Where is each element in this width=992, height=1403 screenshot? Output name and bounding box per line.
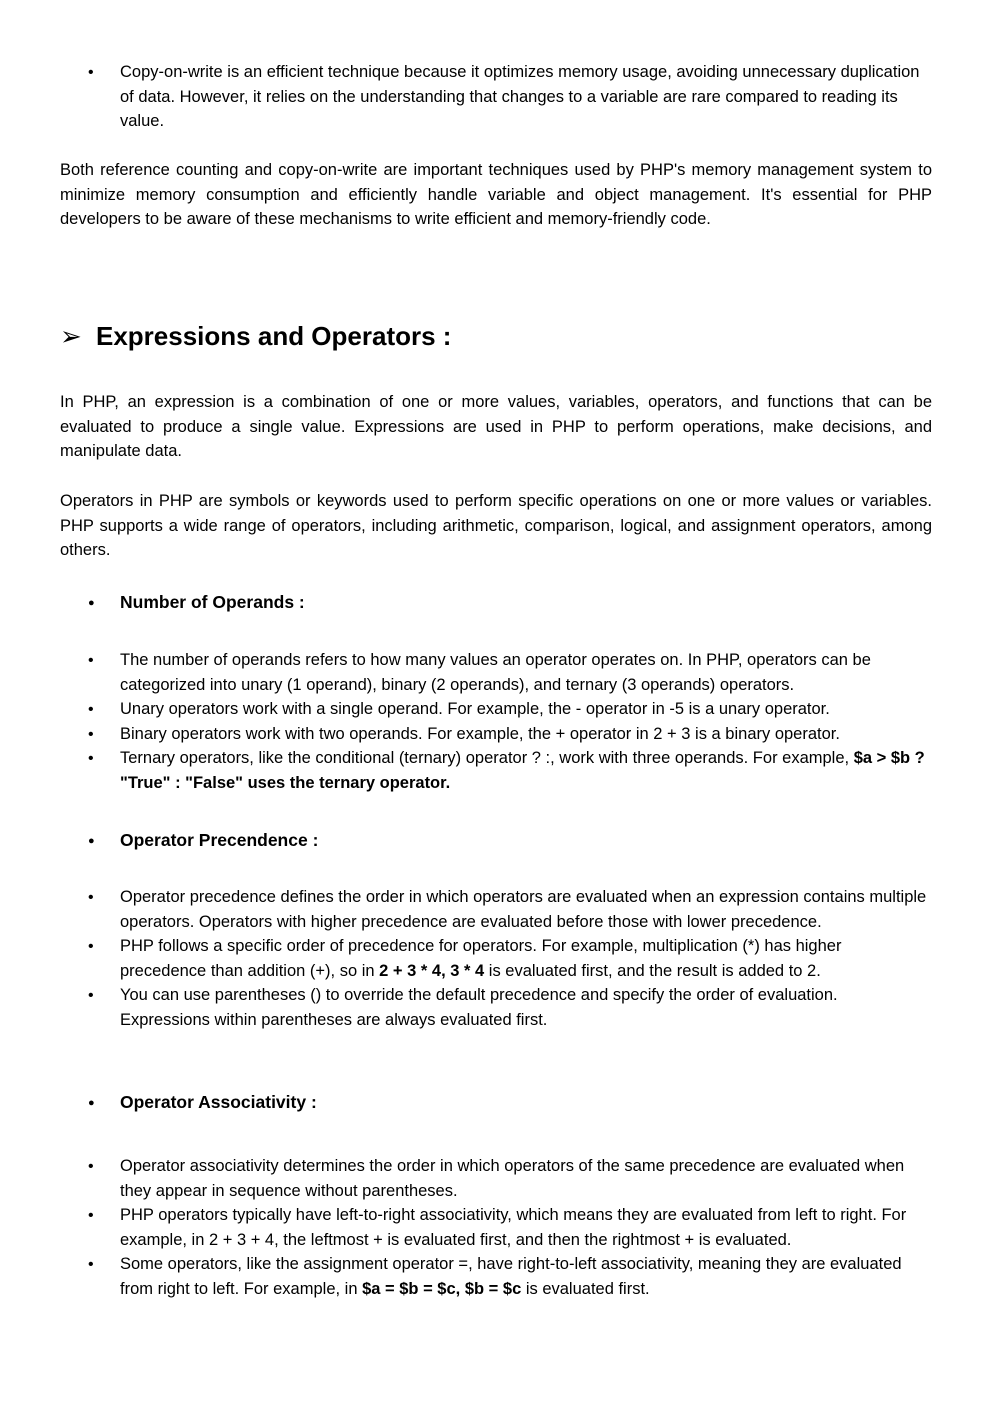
intro-bullet-text: Copy-on-write is an efficient technique because it optimizes memory usage, avoiding unnecessary duplication of data. However, it relies on the understanding that changes to a variable are rare compared to reading its value. xyxy=(120,63,920,130)
bullet-icon xyxy=(88,885,108,911)
bullet-icon xyxy=(88,1203,108,1229)
bullet-icon xyxy=(88,746,108,772)
list-item xyxy=(86,934,932,983)
list-item xyxy=(86,722,932,747)
ternary-example: $a > $b ? "True" : "False" uses the ternary operator. xyxy=(120,749,925,792)
list-item xyxy=(86,1252,932,1301)
bullet-icon xyxy=(88,983,108,1009)
list-item-text: Unary operators work with a single operand. For example, the - operator in -5 is a unary operator. xyxy=(120,700,830,718)
list-item xyxy=(86,746,932,795)
list-item-text: PHP follows a specific order of precedence for operators. For example, multiplication (*) has higher precedence than addition (+), so in xyxy=(120,937,842,980)
assignment-example: $a = $b = $c, $b = $c xyxy=(362,1279,522,1298)
bullet-icon xyxy=(88,648,108,674)
summary-paragraph: Both reference counting and copy-on-write are important techniques used by PHP's memory management system to minimize memory consumption and efficiently handle variable and object management. It's essential for PHP developers to be aware of these mechanisms to write efficient and memory-friendly code. xyxy=(60,161,932,228)
operands-heading xyxy=(86,590,932,615)
list-item xyxy=(86,885,932,934)
list-item xyxy=(86,1154,932,1203)
list-item-text: is evaluated first. xyxy=(521,1279,650,1298)
bullet-icon xyxy=(88,1252,108,1278)
bullet-icon xyxy=(88,934,108,960)
bullet-icon xyxy=(88,60,108,86)
operands-heading-text: Number of Operands : xyxy=(120,592,305,612)
precedence-list xyxy=(86,885,932,1032)
list-item-text: Operator associativity determines the order in which operators of the same precedence are evaluated when they appear in sequence without parentheses. xyxy=(120,1157,905,1200)
bullet-icon xyxy=(88,1090,108,1116)
list-item-text: The number of operands refers to how many values an operator operates on. In PHP, operators can be categorized into unary (1 operand), binary (2 operands), and ternary (3 operands) operators. xyxy=(120,651,871,694)
associativity-heading xyxy=(86,1090,932,1115)
operands-list xyxy=(86,648,932,795)
expression-paragraph: In PHP, an expression is a combination of one or more values, variables, operators, and functions that can be evaluated to produce a single value. Expressions are used in PHP to perform operations, make decisions, and manipulate data. xyxy=(60,393,932,460)
bullet-icon xyxy=(88,828,108,854)
associativity-heading-text: Operator Associativity : xyxy=(120,1092,317,1112)
precedence-heading-text: Operator Precendence : xyxy=(120,830,319,850)
list-item xyxy=(86,1203,932,1252)
list-item-text: PHP operators typically have left-to-right associativity, which means they are evaluated from left to right. For example, in 2 + 3 + 4, the leftmost + is evaluated first, and then the rightmost + is evaluated. xyxy=(120,1206,907,1249)
associativity-list xyxy=(86,1154,932,1301)
section-title: Expressions and Operators : xyxy=(96,321,452,351)
list-item xyxy=(86,697,932,722)
precedence-heading xyxy=(86,828,932,853)
list-item-text: Some operators, like the assignment operator =, have right-to-left associativity, meaning they are evaluated from right to left. For example, in xyxy=(120,1255,902,1298)
list-item xyxy=(86,60,932,134)
bullet-icon xyxy=(88,697,108,723)
list-item-text: Operator precedence defines the order in which operators are evaluated when an expression contains multiple operators. Operators with higher precedence are evaluated before those with lower precedence. xyxy=(120,888,927,931)
section-heading xyxy=(60,318,451,354)
list-item-text: You can use parentheses () to override the default precedence and specify the order of evaluation. Expressions within parentheses are always evaluated first. xyxy=(120,986,838,1029)
intro-bullet-list xyxy=(86,60,932,134)
list-item xyxy=(86,983,932,1032)
list-item-text: Ternary operators, like the conditional (ternary) operator ? :, work with three operands. For example, xyxy=(120,749,854,767)
precedence-example: 2 + 3 * 4, 3 * 4 xyxy=(379,961,485,980)
bullet-icon xyxy=(88,1154,108,1180)
bullet-icon xyxy=(88,590,108,616)
operators-paragraph: Operators in PHP are symbols or keywords used to perform specific operations on one or more values or variables. PHP supports a wide range of operators, including arithmetic, comparison, logical, and assignment operators, among others. xyxy=(60,492,932,559)
arrow-bullet-icon: ➢ xyxy=(60,321,82,351)
list-item-text: is evaluated first, and the result is added to 2. xyxy=(484,961,821,980)
bullet-icon xyxy=(88,722,108,748)
list-item xyxy=(86,648,932,697)
list-item-text: Binary operators work with two operands. For example, the + operator in 2 + 3 is a binary operator. xyxy=(120,724,840,743)
